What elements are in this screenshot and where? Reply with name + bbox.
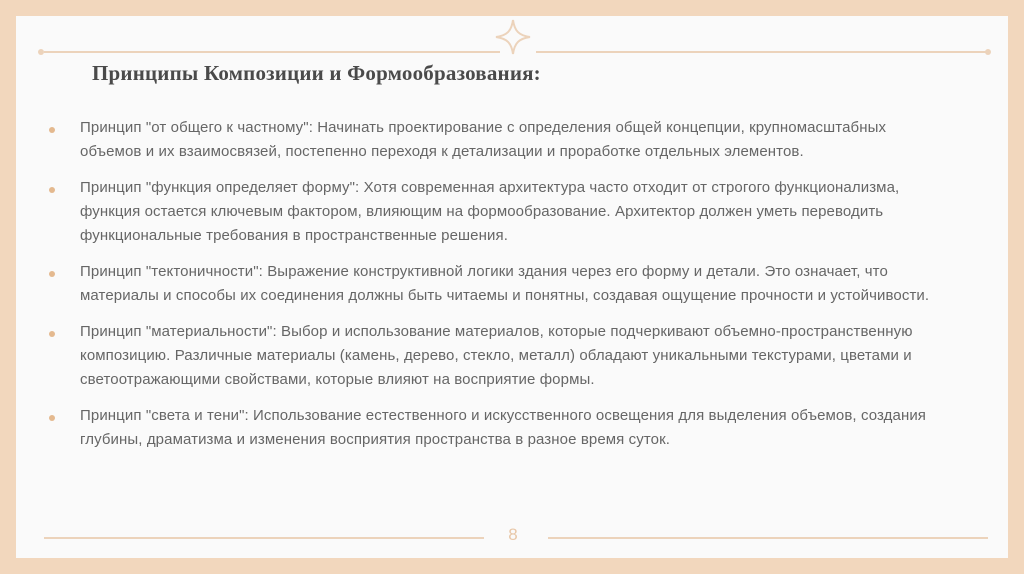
sparkle-star-icon bbox=[495, 19, 531, 55]
list-item-text: Принцип "материальности": Выбор и использование материалов, которые подчеркивают объемно-пространственную композицию. Различные материалы (камень, дерево, стекло, металл) обладают уникальными текстурами, цветами и светоотражающими свойствами, которые влияют на восприятие формы. bbox=[80, 323, 913, 388]
top-rule-left bbox=[44, 51, 500, 53]
list-item bbox=[46, 260, 946, 308]
list-item-text: Принцип "функция определяет форму": Хотя современная архитектура часто отходит от строгого функционализма, функция остается ключевым фактором, влияющим на формообразование. Архитектор должен уметь переводить функциональные требования в пространственные решения. bbox=[80, 179, 900, 244]
bullet-dot-icon bbox=[49, 127, 55, 133]
list-item bbox=[46, 116, 946, 164]
list-item bbox=[46, 320, 946, 392]
decor-dot-right bbox=[985, 49, 991, 55]
bullet-dot-icon bbox=[49, 331, 55, 337]
list-item-text: Принцип "света и тени": Использование естественного и искусственного освещения для выделения объемов, создания глубины, драматизма и изменения восприятия пространства в разное время суток. bbox=[80, 407, 927, 448]
top-rule-right bbox=[536, 51, 988, 53]
bullet-dot-icon bbox=[49, 271, 55, 277]
list-item-text: Принцип "тектоничности": Выражение конструктивной логики здания через его форму и детали. Это означает, что материалы и способы их соединения должны быть читаемы и понятны, создавая ощущение прочности и устойчивости. bbox=[80, 263, 930, 304]
list-item bbox=[46, 404, 946, 452]
list-item bbox=[46, 176, 946, 248]
principles-list bbox=[46, 116, 946, 452]
bottom-rule-right bbox=[548, 537, 988, 539]
slide bbox=[16, 16, 1008, 558]
bullet-dot-icon bbox=[49, 415, 55, 421]
slide-title: Принципы Композиции и Формообразования: bbox=[92, 61, 541, 85]
page-number: 8 bbox=[508, 525, 518, 544]
bullet-dot-icon bbox=[49, 187, 55, 193]
list-item-text: Принцип "от общего к частному": Начинать проектирование с определения общей концепции, крупномасштабных объемов и их взаимосвязей, постепенно переходя к детализации и проработке отдельных элементов. bbox=[80, 119, 887, 160]
bottom-rule-left bbox=[44, 537, 484, 539]
